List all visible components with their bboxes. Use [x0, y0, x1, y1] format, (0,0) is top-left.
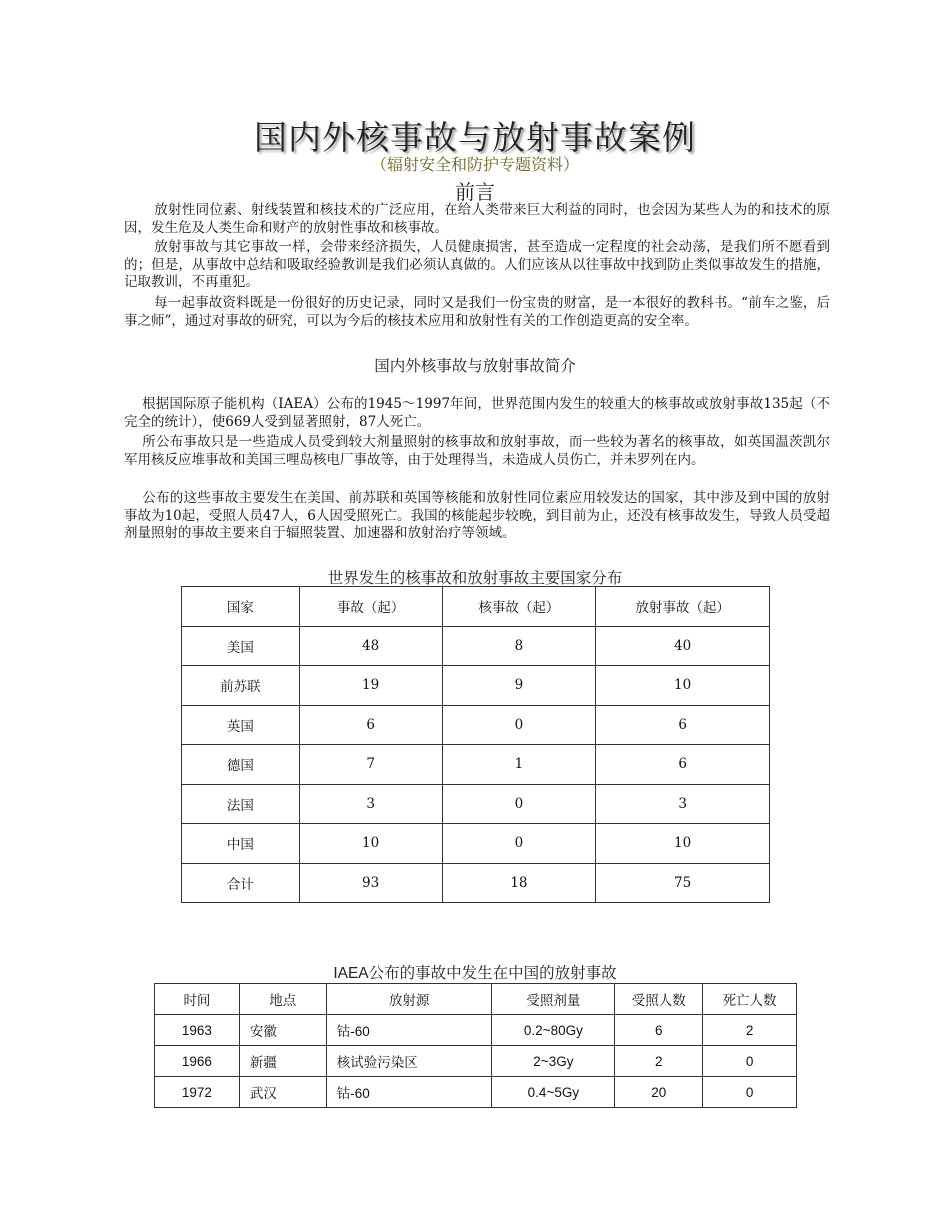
table-cell: 10	[299, 824, 442, 864]
intro-paragraph-3-text: 公布的这些事故主要发生在美国、前苏联和英国等核能和放射性同位素应用较发达的国家，其中涉及到中国的放射事故为10起，受照人员47人，6人因受照死亡。我国的核能起步较晚，到目前为止，还没有核事故发生，导致人员受超剂量照射的事故主要来自于辐照装置、加速器和放射治疗等领域。	[124, 490, 830, 541]
table-cell: 6	[596, 745, 770, 785]
preface-paragraph-3	[124, 295, 830, 330]
table2-caption-text: 公布的事故中发生在中国的放射事故	[368, 964, 617, 982]
table-cell: 1966	[155, 1046, 240, 1077]
country-distribution-table	[181, 586, 770, 903]
intro-paragraph-1-text: 根据国际原子能机构（IAEA）公布的1945～1997年间，世界范围内发生的较重大的核事故或放射事故135起（不完全的统计），使669人受到显著照射，87人死亡。	[124, 396, 830, 430]
table-row	[182, 705, 770, 745]
table-header-cell: 放射源	[326, 984, 492, 1015]
table-cell: 6	[299, 705, 442, 745]
preface-paragraph-2	[124, 239, 830, 292]
intro-paragraph-2-text: 所公布事故只是一些造成人员受到较大剂量照射的核事故和放射事故，而一些较为著名的核事故，如英国温茨凯尔军用核反应堆事故和美国三哩岛核电厂事故等，由于处理得当，未造成人员伤亡，并未罗列在内。	[124, 434, 830, 468]
table-cell: 18	[442, 863, 596, 903]
preface-paragraph-1	[124, 202, 830, 237]
table-header-cell: 时间	[155, 984, 240, 1015]
table-cell: 8	[442, 626, 596, 666]
table-cell: 40	[596, 626, 770, 666]
table-header-row	[155, 984, 797, 1015]
table-cell: 0	[442, 784, 596, 824]
table-cell: 1963	[155, 1015, 240, 1046]
table1-caption: 世界发生的核事故和放射事故主要国家分布	[327, 569, 623, 587]
table-cell: 9	[442, 666, 596, 706]
table-cell: 法国	[182, 784, 300, 824]
table-cell: 6	[615, 1015, 703, 1046]
table-row	[155, 1046, 797, 1077]
preface-paragraph-3-text: 每一起事故资料既是一份很好的历史记录，同时又是我们一份宝贵的财富，是一本很好的教科书。“前车之鉴，后事之师”，通过对事故的研究，可以为今后的核技术应用和放射性有关的工作创造更高的安全率。	[124, 295, 830, 329]
preface-paragraph-2-text: 放射事故与其它事故一样，会带来经济损失，人员健康损害，甚至造成一定程度的社会动荡，是我们所不愿看到的；但是，从事故中总结和吸取经验教训是我们必须认真做的。人们应该从以往事故中找到防止类似事故发生的措施，记取教训，不再重犯。	[124, 239, 830, 290]
table-header-cell: 受照人数	[615, 984, 703, 1015]
table-header-row	[182, 587, 770, 627]
table-cell: 3	[299, 784, 442, 824]
table-cell: 19	[299, 666, 442, 706]
table-row	[155, 1077, 797, 1108]
table-cell: 钴-60	[326, 1015, 492, 1046]
table-cell: 10	[596, 666, 770, 706]
table-cell: 前苏联	[182, 666, 300, 706]
table-cell: 93	[299, 863, 442, 903]
table-header-cell: 国家	[182, 587, 300, 627]
table2-caption	[0, 961, 950, 983]
table-cell: 10	[596, 824, 770, 864]
table-cell: 1972	[155, 1077, 240, 1108]
table-cell: 新疆	[239, 1046, 326, 1077]
table-cell: 75	[596, 863, 770, 903]
table-row	[182, 626, 770, 666]
table-header-cell: 核事故（起）	[442, 587, 596, 627]
table-cell: 7	[299, 745, 442, 785]
table-header-cell: 放射事故（起）	[596, 587, 770, 627]
table-cell: 48	[299, 626, 442, 666]
table-header-cell: 地点	[239, 984, 326, 1015]
document-subtitle: （辐射安全和防护专题资料）	[370, 155, 579, 174]
table-row	[182, 824, 770, 864]
table-header-cell: 受照剂量	[492, 984, 615, 1015]
table-cell: 1	[442, 745, 596, 785]
table-cell: 钴-60	[326, 1077, 492, 1108]
table-row	[182, 863, 770, 903]
intro-paragraph-3	[124, 490, 830, 543]
table-cell: 0	[703, 1077, 797, 1108]
table-cell: 0	[442, 824, 596, 864]
table-cell: 3	[596, 784, 770, 824]
table2-caption-prefix: IAEA	[333, 965, 369, 982]
table-cell: 2~3Gy	[492, 1046, 615, 1077]
table-cell: 0.2~80Gy	[492, 1015, 615, 1046]
table-cell: 安徽	[239, 1015, 326, 1046]
table-cell: 0.4~5Gy	[492, 1077, 615, 1108]
table-cell: 武汉	[239, 1077, 326, 1108]
table-cell: 2	[703, 1015, 797, 1046]
intro-heading: 国内外核事故与放射事故简介	[374, 357, 576, 375]
table-cell: 0	[442, 705, 596, 745]
preface-paragraph-1-text: 放射性同位素、射线装置和核技术的广泛应用，在给人类带来巨大利益的同时，也会因为某些人为的和技术的原因，发生危及人类生命和财产的放射性事故和核事故。	[124, 202, 830, 236]
china-incidents-table	[154, 983, 797, 1108]
table-cell: 英国	[182, 705, 300, 745]
table-row	[155, 1015, 797, 1046]
table-cell: 核试验污染区	[326, 1046, 492, 1077]
table-row	[182, 666, 770, 706]
intro-paragraph-2	[124, 434, 830, 469]
table-row	[182, 745, 770, 785]
table-header-cell: 死亡人数	[703, 984, 797, 1015]
table-cell: 合计	[182, 863, 300, 903]
table-header-cell: 事故（起）	[299, 587, 442, 627]
intro-paragraph-1	[124, 396, 830, 431]
table-cell: 20	[615, 1077, 703, 1108]
table-cell: 6	[596, 705, 770, 745]
preface-heading: 前言	[455, 180, 495, 204]
table-cell: 中国	[182, 824, 300, 864]
table-row	[182, 784, 770, 824]
table-cell: 德国	[182, 745, 300, 785]
table-cell: 0	[703, 1046, 797, 1077]
table-cell: 美国	[182, 626, 300, 666]
table-cell: 2	[615, 1046, 703, 1077]
document-title: 国内外核事故与放射事故案例	[254, 118, 696, 157]
